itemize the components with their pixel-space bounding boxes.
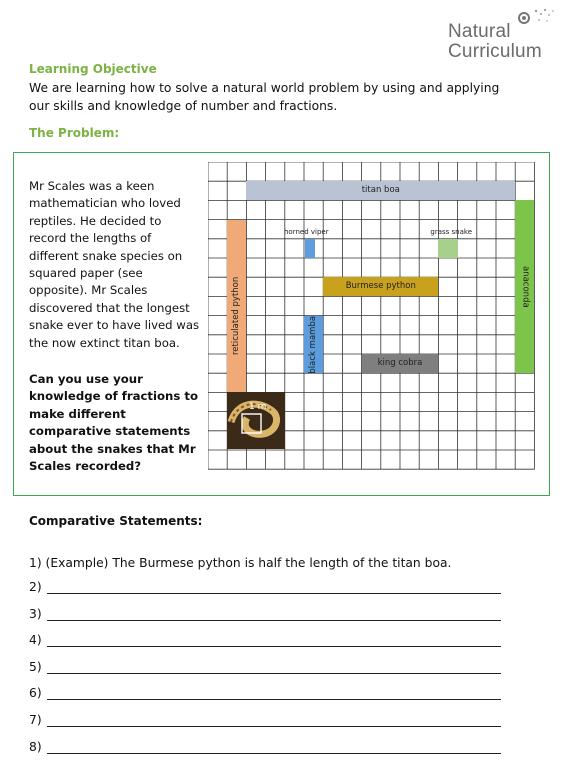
learning-objective-text: We are learning how to solve a natural world problem by using and applying our skills and knowledge of number and fractions. (29, 81, 500, 113)
answer-line-input[interactable] (47, 726, 501, 727)
snake-label: Burmese python (345, 281, 416, 292)
answer-line-number: 8) (29, 739, 42, 754)
logo-line-1: Natural (448, 21, 511, 42)
snake-photo-image (227, 392, 285, 449)
answer-line-input[interactable] (47, 753, 501, 754)
answer-line-number: 7) (29, 713, 42, 727)
example-statement: 1) (Example) The Burmese python is half the length of the titan boa. (29, 556, 452, 570)
snake-bar-king-cobra (362, 354, 439, 373)
snake-bar-burmese-python (323, 277, 438, 296)
problem-story: Mr Scales was a keen mathematician who loved reptiles. He decided to record the lengths of different snake species on squared paper (see opposite). Mr Scales discovered that the longest snake ever to have lived was the now extinct titan boa. (29, 179, 200, 350)
snake-bar-black-mamba (304, 316, 323, 374)
logo-line-2: Curriculum (448, 41, 542, 62)
answer-line-input[interactable] (47, 620, 501, 621)
answer-line-number: 4) (29, 633, 42, 648)
snake-bar-horned-viper (305, 239, 315, 258)
snake-bar-anaconda (515, 200, 534, 373)
comparative-heading: Comparative Statements: (29, 514, 203, 528)
answer-line-number: 2) (29, 580, 42, 594)
snake-label: grass snake (430, 227, 473, 236)
dandelion-icon (514, 6, 558, 30)
snake-label: black mamba (308, 315, 318, 374)
snake-bar-grass-snake (438, 239, 457, 258)
snake-scale-photo (227, 392, 285, 449)
answer-line-number: 6) (29, 686, 42, 701)
snake-label: anaconda (520, 265, 531, 308)
answer-line-input[interactable] (47, 593, 501, 594)
snake-grid (208, 162, 542, 470)
snake-label: horned viper (284, 227, 329, 236)
answer-line-number: 3) (29, 606, 42, 621)
snake-bar-reticulated-python (227, 220, 246, 412)
learning-objective-heading: Learning Objective (29, 62, 157, 76)
snake-label: reticulated python (231, 276, 242, 355)
snake-label: king cobra (377, 358, 423, 368)
answer-line-input[interactable] (47, 699, 501, 700)
answer-line-input[interactable] (47, 646, 501, 647)
snake-label: titan boa (361, 185, 400, 196)
answer-line-number: 5) (29, 659, 42, 674)
answer-line-input[interactable] (47, 673, 501, 674)
natural-curriculum-logo (444, 4, 560, 64)
problem-question: Can you use your knowledge of fractions to make different comparative statements about the snakes that Mr Scales recorded? (29, 372, 199, 474)
scale-label: 1 m (249, 402, 267, 412)
snake-bar-titan-boa (246, 181, 515, 200)
problem-heading: The Problem: (29, 126, 120, 140)
